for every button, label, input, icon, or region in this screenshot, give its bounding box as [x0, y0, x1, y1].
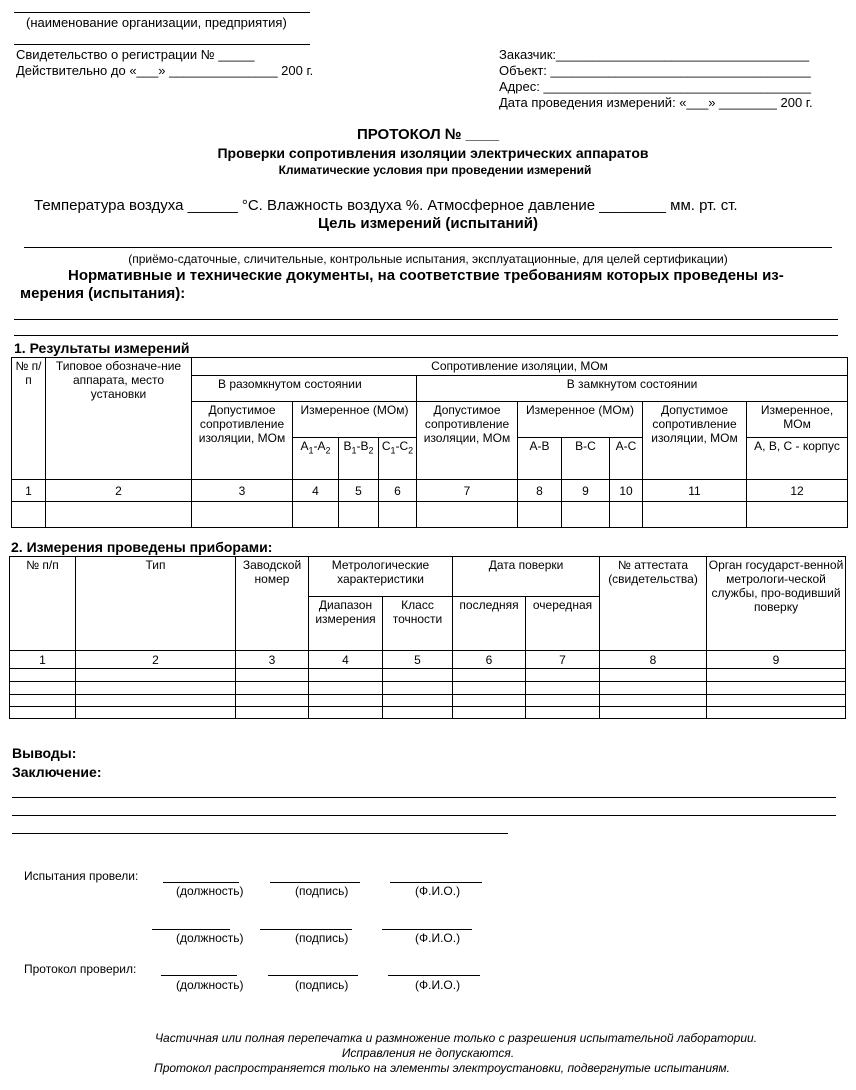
col-number: 6	[453, 651, 526, 669]
col-type-header: Типовое обозначе-ние аппарата, место установки	[46, 358, 192, 480]
col-metro-header: Метрологические характеристики	[309, 557, 453, 597]
col-number: 4	[293, 480, 339, 502]
instrument-cell[interactable]	[10, 669, 76, 682]
instrument-cell[interactable]	[76, 669, 236, 682]
col-number: 7	[526, 651, 600, 669]
instrument-cell[interactable]	[526, 669, 600, 682]
customer-field[interactable]: Заказчик:___________________________________	[499, 47, 810, 62]
measurement-date-field[interactable]: Дата проведения измерений: «___» ________ 200 г.	[499, 95, 813, 110]
instrument-cell[interactable]	[707, 669, 846, 682]
instrument-cell[interactable]	[453, 669, 526, 682]
checked-by-label: Протокол проверил:	[24, 962, 137, 976]
col-number: 4	[309, 651, 383, 669]
purpose-line[interactable]	[24, 247, 832, 248]
normative-docs-line1: Нормативные и технические документы, на соответствие требованиям которых проведены из-	[68, 267, 784, 284]
col-number: 1	[10, 651, 76, 669]
allowed-open-header: Допустимое сопротивление изоляции, МОм	[192, 402, 293, 480]
instruments-table	[9, 556, 846, 719]
object-field[interactable]: Объект: ____________________________________	[499, 63, 811, 78]
instrument-cell[interactable]	[383, 707, 453, 719]
instrument-cell[interactable]	[600, 669, 707, 682]
measured-closed-header: Измеренное (МОм)	[518, 402, 643, 438]
col-number: 5	[339, 480, 379, 502]
instrument-cell[interactable]	[309, 669, 383, 682]
col-number: 10	[610, 480, 643, 502]
instrument-cell[interactable]	[76, 695, 236, 707]
valid-until: Действительно до «___» _______________ 200 г.	[16, 63, 314, 78]
instrument-cell[interactable]	[76, 707, 236, 719]
instrument-cell[interactable]	[76, 682, 236, 695]
purpose-title: Цель измерений (испытаний)	[318, 215, 538, 232]
climate-title: Климатические условия при проведении измерений	[278, 163, 592, 177]
col-number: 7	[417, 480, 518, 502]
name-caption: (Ф.И.О.)	[415, 978, 461, 992]
bc-header: В-С	[562, 438, 610, 480]
name-caption: (Ф.И.О.)	[415, 931, 461, 945]
org-name-line[interactable]	[14, 12, 310, 13]
org-line-2[interactable]	[14, 44, 310, 45]
col-number: 6	[379, 480, 417, 502]
col-number: 9	[707, 651, 846, 669]
instrument-cell[interactable]	[707, 682, 846, 695]
section1-heading: 1. Результаты измерений	[14, 340, 190, 356]
climate-conditions[interactable]: Температура воздуха ______ °С. Влажность воздуха %. Атмосферное давление ________ мм. рт. ст.	[34, 197, 738, 214]
signature-caption: (подпись)	[295, 978, 349, 992]
measured-open-header: Измеренное (МОм)	[293, 402, 417, 438]
instrument-cell[interactable]	[526, 707, 600, 719]
col-num-header: № п/п	[10, 557, 76, 651]
results-table	[11, 357, 848, 528]
instrument-cell[interactable]	[600, 682, 707, 695]
result-cell[interactable]	[379, 502, 417, 528]
result-cell[interactable]	[518, 502, 562, 528]
col-resistance-header: Сопротивление изоляции, МОм	[192, 358, 848, 376]
instrument-cell[interactable]	[453, 695, 526, 707]
closed-state-header: В замкнутом состоянии	[417, 376, 848, 402]
conclusion-label: Заключение:	[12, 764, 102, 780]
instrument-cell[interactable]	[600, 695, 707, 707]
instrument-cell[interactable]	[383, 695, 453, 707]
instrument-cell[interactable]	[236, 707, 309, 719]
col-organ-header: Орган государст-венной метрологи-ческой службы, про-водивший поверку	[707, 557, 846, 651]
name-caption: (Ф.И.О.)	[415, 884, 461, 898]
footer-line3: Протокол распространяется только на элементы электроустановки, подвергнутые испытаниям.	[154, 1061, 730, 1075]
result-cell[interactable]	[192, 502, 293, 528]
conclusion-line-3[interactable]	[12, 833, 508, 834]
instrument-cell[interactable]	[453, 682, 526, 695]
result-cell[interactable]	[293, 502, 339, 528]
ac-header: А-С	[610, 438, 643, 480]
signature-line[interactable]	[268, 975, 358, 976]
position-caption: (должность)	[176, 978, 244, 992]
col-number: 8	[518, 480, 562, 502]
name-line[interactable]	[388, 975, 480, 976]
col-number: 8	[600, 651, 707, 669]
col-cert-header: № аттестата (свидетельства)	[600, 557, 707, 651]
position-caption: (должность)	[176, 931, 244, 945]
col-last-header: последняя	[453, 597, 526, 651]
allowed-closed-header: Допустимое сопротивление изоляции, МОм	[417, 402, 518, 480]
instrument-cell[interactable]	[383, 682, 453, 695]
col-type-header: Тип	[76, 557, 236, 651]
instrument-cell[interactable]	[10, 707, 76, 719]
col-number: 2	[46, 480, 192, 502]
result-cell[interactable]	[46, 502, 192, 528]
instrument-cell[interactable]	[526, 695, 600, 707]
instrument-cell[interactable]	[707, 695, 846, 707]
b1b2-header: $B_1-B_2$	[339, 438, 379, 480]
col-range-header: Диапазон измерения	[309, 597, 383, 651]
instrument-cell[interactable]	[526, 682, 600, 695]
org-name-caption: (наименование организации, предприятия)	[26, 15, 287, 30]
open-state-header: В разомкнутом состоянии	[192, 376, 417, 402]
result-cell[interactable]	[747, 502, 848, 528]
conclusion-line-1[interactable]	[12, 797, 836, 798]
conclusion-line-2[interactable]	[12, 815, 836, 816]
instrument-cell[interactable]	[383, 669, 453, 682]
allowed-body-header: Допустимое сопротивление изоляции, МОм	[643, 402, 747, 480]
col-num-header: № п/п	[12, 358, 46, 480]
col-number: 3	[236, 651, 309, 669]
instrument-cell[interactable]	[236, 682, 309, 695]
col-serial-header: Заводской номер	[236, 557, 309, 651]
col-number: 5	[383, 651, 453, 669]
result-cell[interactable]	[610, 502, 643, 528]
instrument-cell[interactable]	[309, 707, 383, 719]
instrument-cell[interactable]	[309, 682, 383, 695]
name-line[interactable]	[390, 882, 482, 883]
col-number: 9	[562, 480, 610, 502]
col-number: 3	[192, 480, 293, 502]
position-line[interactable]	[161, 975, 237, 976]
protocol-subject: Проверки сопротивления изоляции электрических аппаратов	[217, 145, 649, 161]
signature-line[interactable]	[260, 929, 352, 930]
instrument-cell[interactable]	[236, 669, 309, 682]
instrument-cell[interactable]	[10, 695, 76, 707]
position-line[interactable]	[152, 929, 230, 930]
result-cell[interactable]	[643, 502, 747, 528]
col-verif-header: Дата поверки	[453, 557, 600, 597]
normative-docs-line2: мерения (испытания):	[20, 285, 186, 302]
col-number: 1	[12, 480, 46, 502]
signature-line[interactable]	[270, 882, 360, 883]
result-cell[interactable]	[12, 502, 46, 528]
col-number: 12	[747, 480, 848, 502]
footer-line2: Исправления не допускаются.	[341, 1046, 515, 1060]
tested-by-label: Испытания провели:	[24, 869, 139, 883]
result-cell[interactable]	[417, 502, 518, 528]
position-caption: (должность)	[176, 884, 244, 898]
position-line[interactable]	[163, 882, 239, 883]
cert-registration: Свидетельство о регистрации № _____	[16, 47, 255, 62]
protocol-title: ПРОТОКОЛ № ____	[356, 126, 500, 143]
address-field[interactable]: Адрес: _____________________________________	[499, 79, 811, 94]
col-number: 2	[76, 651, 236, 669]
ab-header: А-В	[518, 438, 562, 480]
section2-heading: 2. Измерения проведены приборами:	[11, 539, 273, 555]
col-number: 11	[643, 480, 747, 502]
col-next-header: очередная	[526, 597, 600, 651]
signature-caption: (подпись)	[295, 931, 349, 945]
result-cell[interactable]	[339, 502, 379, 528]
a1a2-header: $A_1-A_2$	[293, 438, 339, 480]
col-class-header: Класс точности	[383, 597, 453, 651]
result-cell[interactable]	[562, 502, 610, 528]
footer-line1: Частичная или полная перепечатка и размножение только с разрешения испытательной лаборатории.	[154, 1031, 758, 1045]
measured-body-header: Измеренное, МОм	[747, 402, 848, 438]
purpose-caption: (приёмо-сдаточные, сличительные, контрольные испытания, эксплуатационные, для целей сертификации)	[128, 252, 728, 266]
abc-body-header: А, В, С - корпус	[747, 438, 848, 480]
instrument-cell[interactable]	[600, 707, 707, 719]
normative-line-2[interactable]	[14, 335, 838, 336]
findings-label: Выводы:	[12, 745, 77, 761]
c1c2-header: $C_1-C_2$	[379, 438, 417, 480]
instrument-cell[interactable]	[10, 682, 76, 695]
instrument-cell[interactable]	[707, 707, 846, 719]
name-line[interactable]	[382, 929, 472, 930]
instrument-cell[interactable]	[309, 695, 383, 707]
signature-caption: (подпись)	[295, 884, 349, 898]
instrument-cell[interactable]	[236, 695, 309, 707]
normative-line-1[interactable]	[14, 319, 838, 320]
instrument-cell[interactable]	[453, 707, 526, 719]
